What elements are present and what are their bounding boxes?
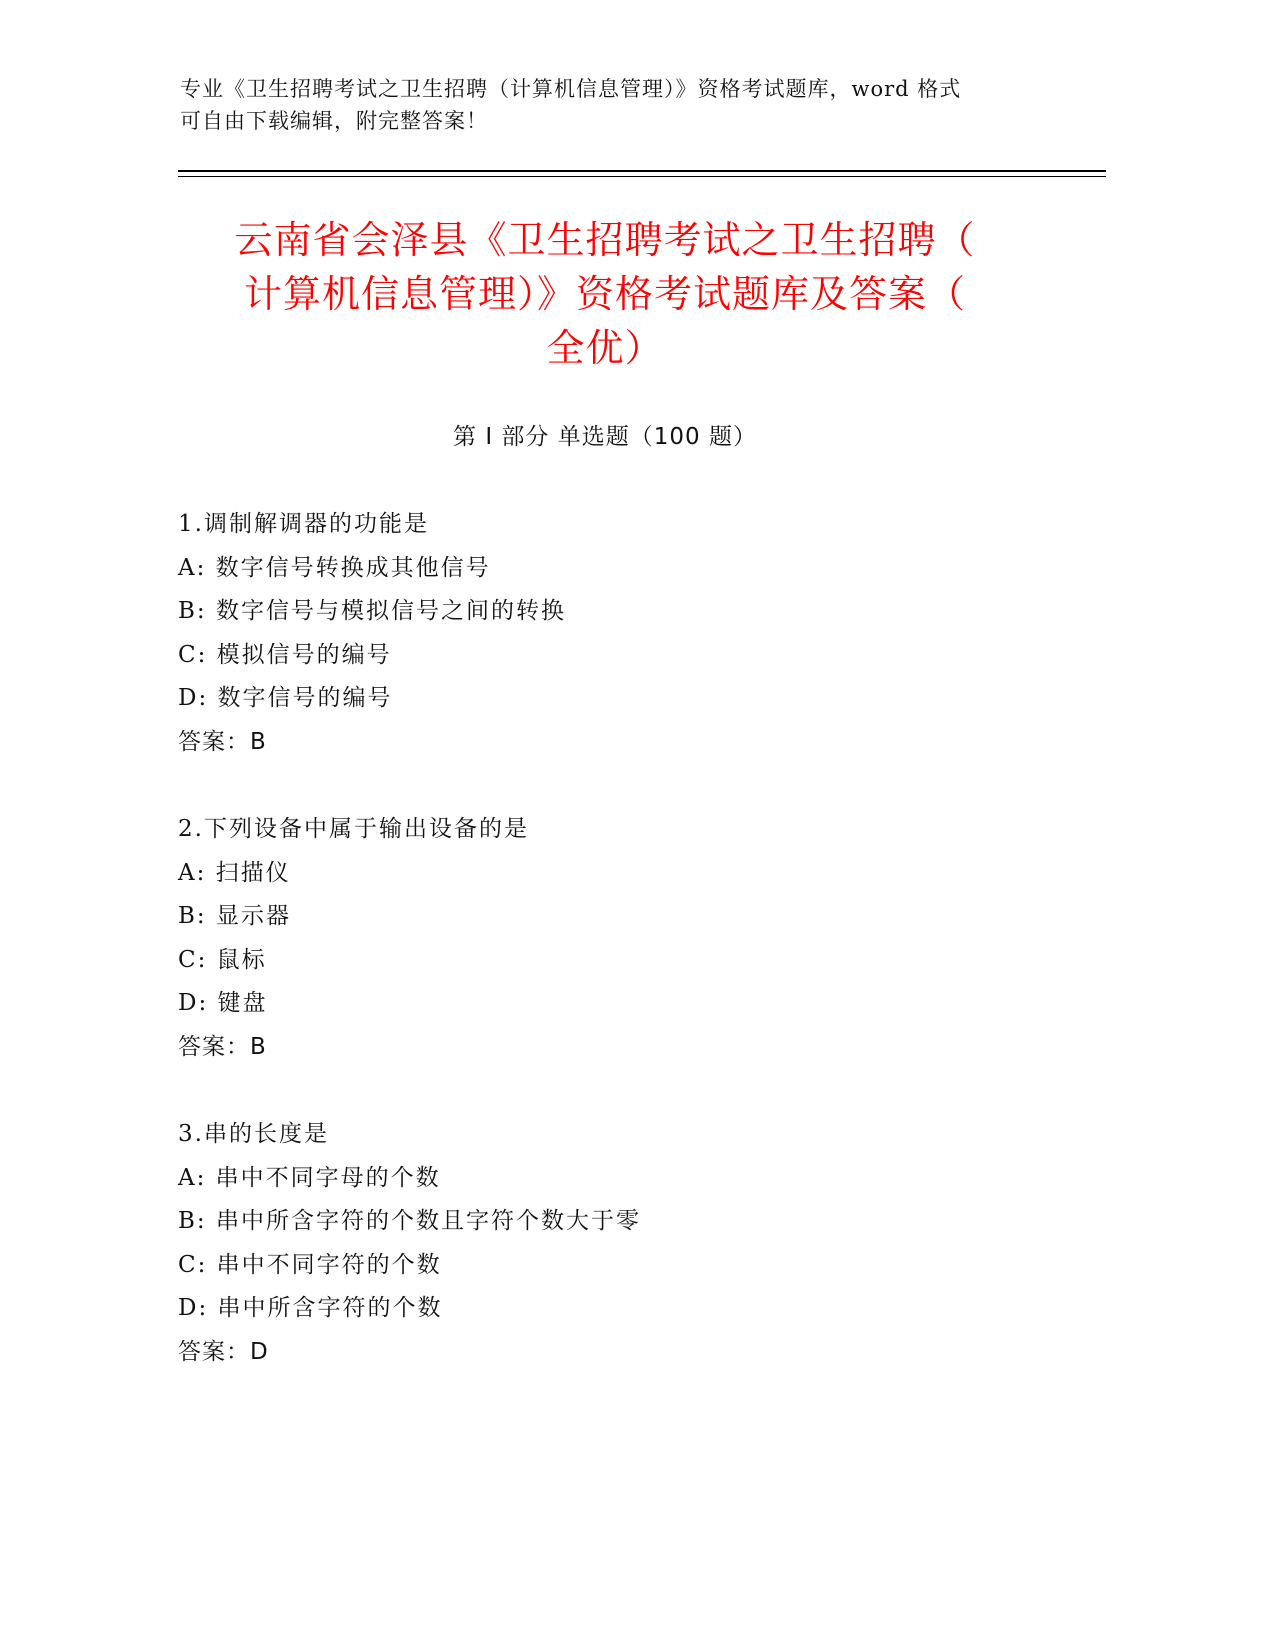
header-note-line-1: 专业《卫生招聘考试之卫生招聘（计算机信息管理）》资格考试题库，word 格式 [180,77,962,101]
document-title-line-2: 计算机信息管理）》资格考试题库及答案（ [243,272,966,316]
document-title-line-3: 全优） [546,326,664,370]
option-d: D: 串中所含字符的个数 [178,1295,443,1322]
question-1 [178,503,1078,808]
option-b: B: 串中所含字符的个数且字符个数大于零 [178,1208,641,1235]
answer: 答案：D [178,1338,269,1365]
option-d: D: 键盘 [178,990,268,1017]
option-c: C: 鼠标 [178,946,267,973]
question-stem: 3.串的长度是 [178,1121,329,1147]
option-c: C: 串中不同字符的个数 [178,1251,442,1278]
question-2 [178,808,1078,1113]
question-3 [178,1113,1078,1418]
document-title [180,213,1030,375]
header-divider-thick [178,170,1106,172]
option-a: A: 扫描仪 [178,859,291,886]
header-divider-thin [178,176,1106,177]
section-heading: 第 I 部分 单选题（100 题） [453,424,757,450]
option-a: A: 数字信号转换成其他信号 [178,554,491,581]
option-b: B: 数字信号与模拟信号之间的转换 [178,598,566,625]
option-d: D: 数字信号的编号 [178,685,393,712]
option-b: B: 显示器 [178,903,291,930]
answer: 答案：B [178,728,267,755]
header-note [180,73,1080,137]
question-stem: 1.调制解调器的功能是 [178,511,429,537]
option-a: A: 串中不同字母的个数 [178,1164,441,1191]
question-stem: 2.下列设备中属于输出设备的是 [178,816,529,842]
header-note-line-2: 可自由下载编辑，附完整答案！ [180,109,488,133]
option-c: C: 模拟信号的编号 [178,641,392,668]
answer: 答案：B [178,1033,267,1060]
document-title-line-1: 云南省会泽县《卫生招聘考试之卫生招聘（ [234,218,976,262]
question-list [178,503,1078,1418]
